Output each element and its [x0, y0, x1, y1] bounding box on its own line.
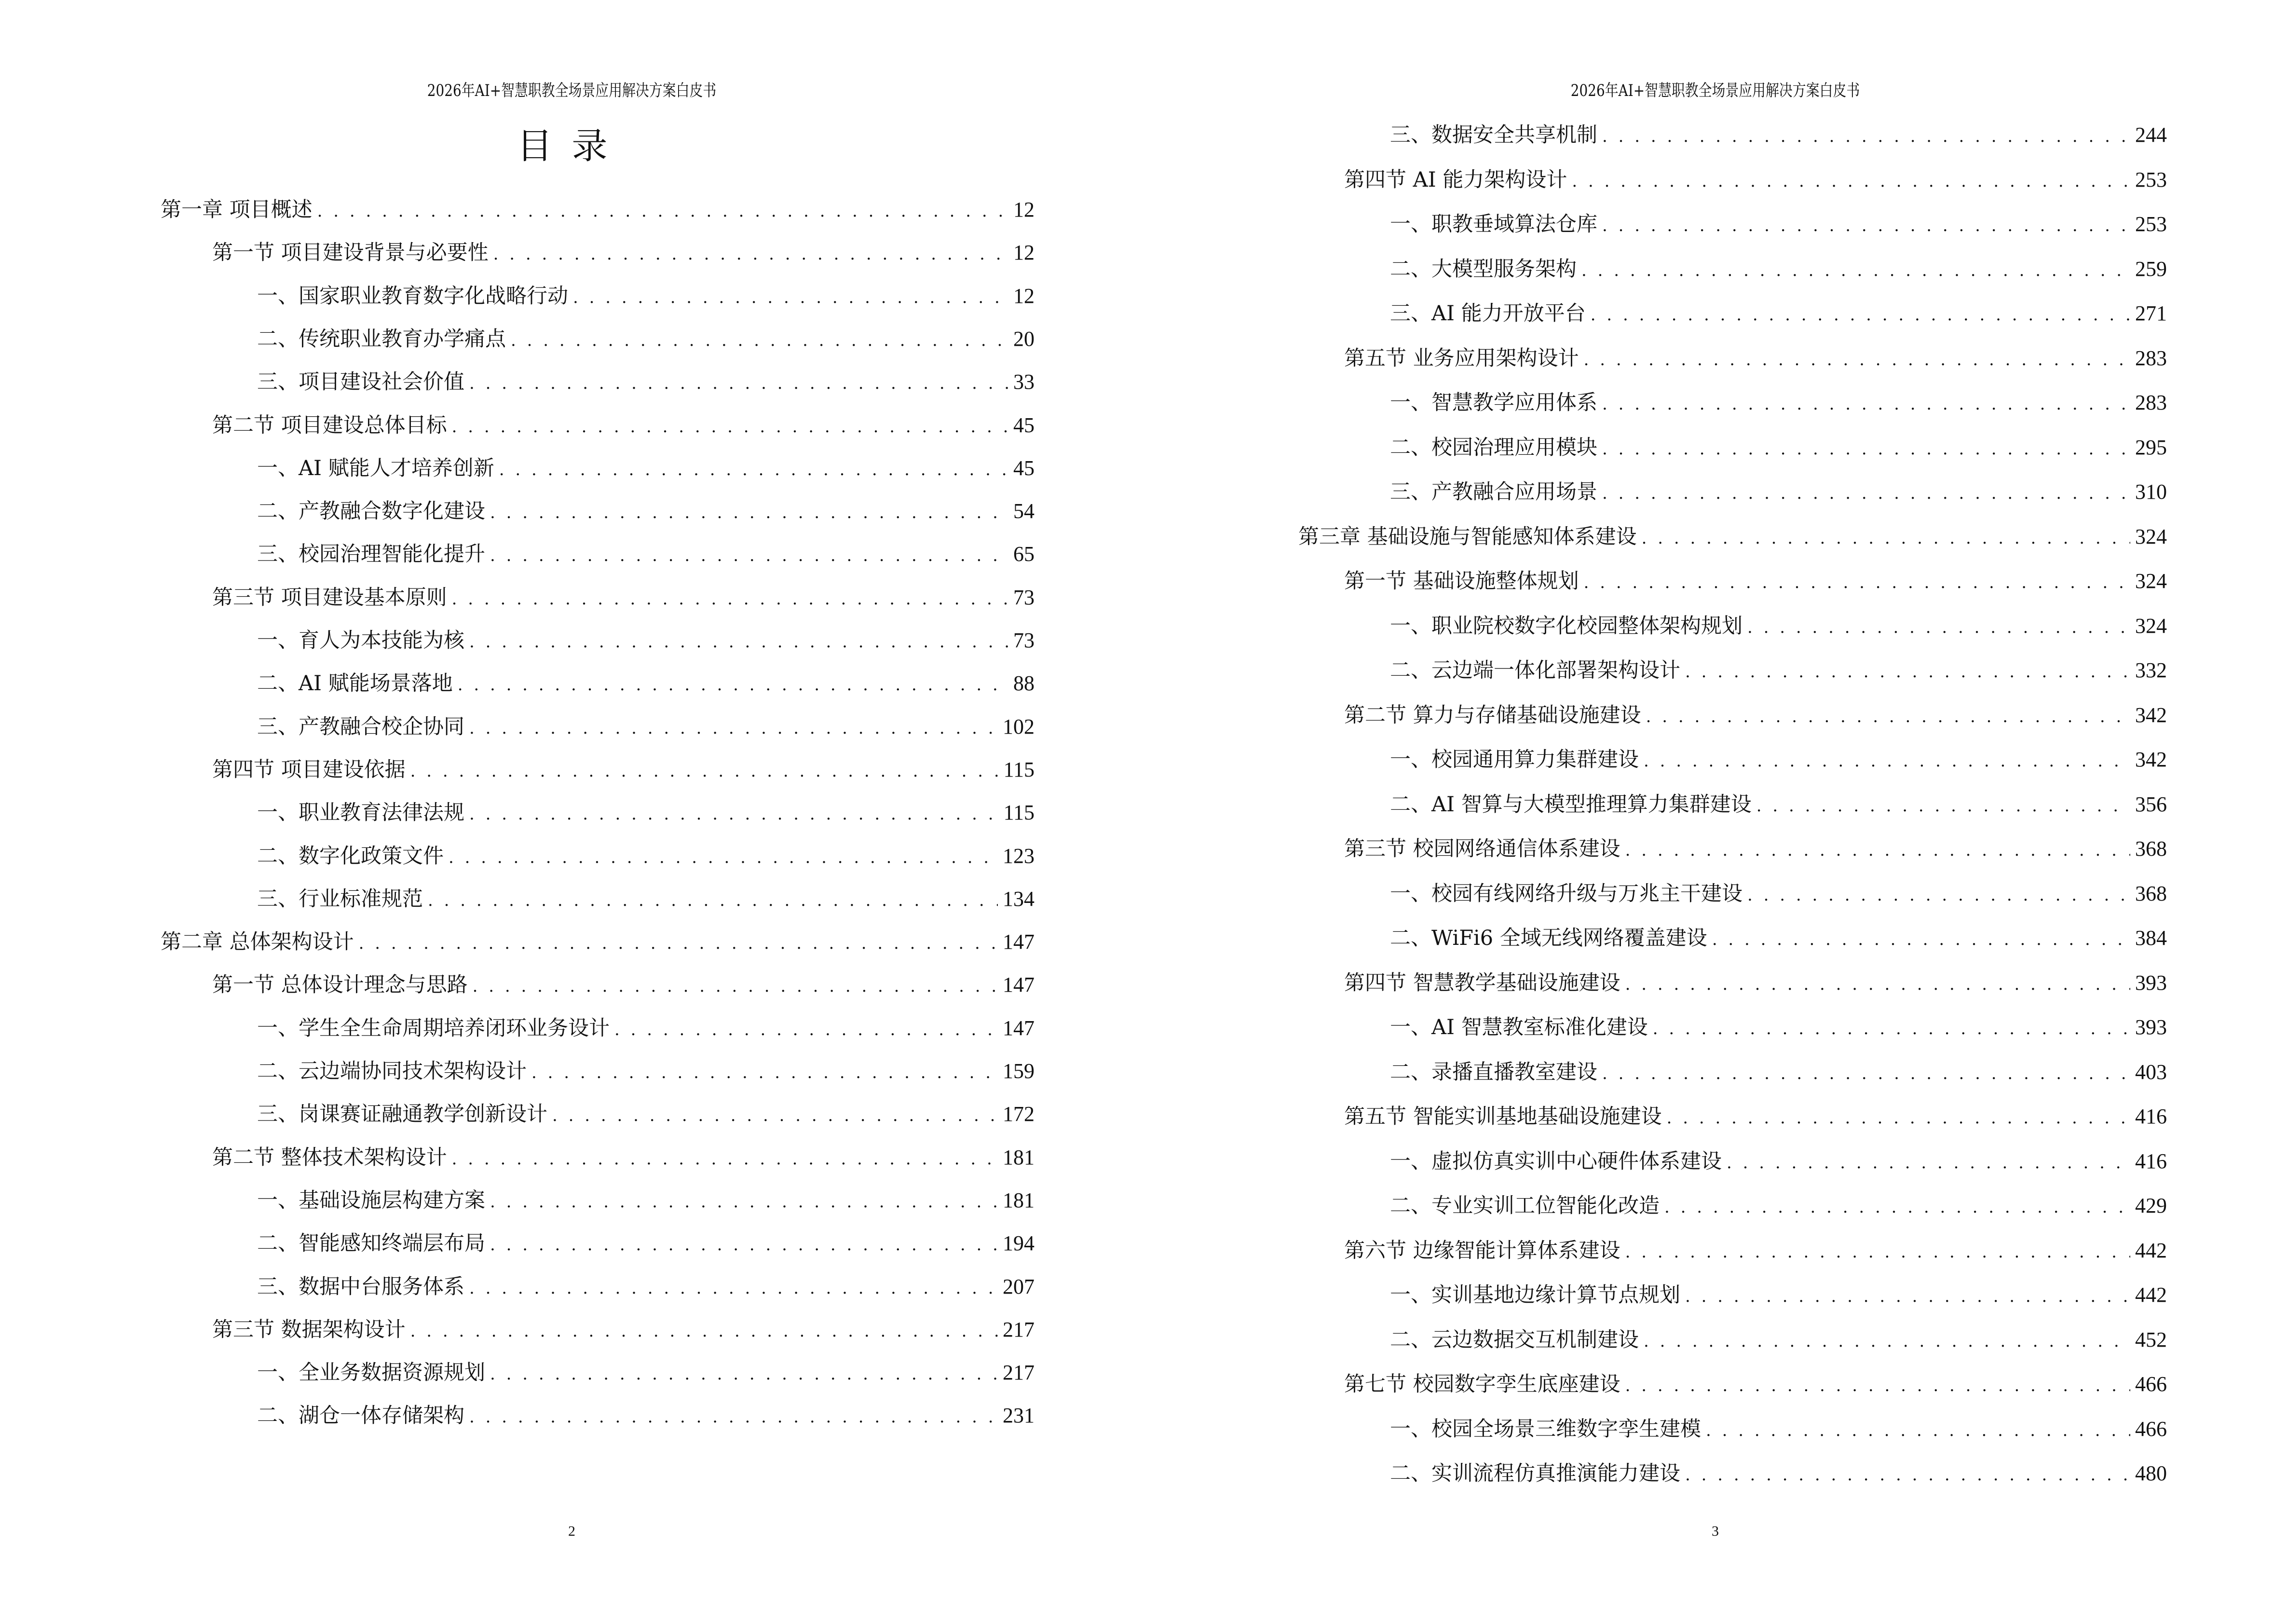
toc-entry-page-number: 73	[1013, 585, 1035, 609]
toc-entry-page-number: 324	[2135, 614, 2167, 638]
toc-entry-title: 第二章 总体架构设计	[161, 930, 354, 955]
toc-entry-level-3[interactable]	[257, 282, 1035, 311]
toc-entry-title: 二、云边端一体化部署架构设计	[1390, 658, 1680, 682]
toc-entry-level-3[interactable]	[257, 798, 1035, 827]
toc-entry-page-number: 384	[2135, 926, 2167, 950]
toc-entry-page-number: 253	[2135, 212, 2167, 236]
toc-entry-page-number: 54	[1013, 499, 1035, 523]
toc-entry-page-number: 324	[2135, 569, 2167, 593]
toc-entry-page-number: 253	[2135, 167, 2167, 191]
toc-entry-page-number: 342	[2135, 703, 2167, 727]
dot-leader	[1644, 745, 2130, 776]
dot-leader	[1572, 165, 2130, 196]
toc-entry-page-number: 207	[1003, 1274, 1035, 1298]
toc-entry-title: 一、校园通用算力集群建设	[1390, 748, 1639, 772]
toc-entry-page-number: 217	[1003, 1317, 1035, 1341]
page-title: 目录	[517, 125, 627, 167]
toc-entry-level-2[interactable]	[212, 1315, 1035, 1344]
toc-entry-title: 第三节 数据架构设计	[212, 1317, 406, 1342]
toc-entry-title: 一、职教垂域算法仓库	[1390, 212, 1597, 236]
toc-entry-page-number: 259	[2135, 257, 2167, 281]
toc-entry-level-1[interactable]	[1298, 522, 2167, 551]
toc-entry-title: 第五节 智能实训基地基础设施建设	[1344, 1105, 1662, 1129]
toc-entry-page-number: 172	[1003, 1102, 1035, 1126]
toc-entry-title: 二、产教融合数字化建设	[257, 499, 485, 524]
toc-entry-level-3[interactable]	[257, 540, 1035, 569]
toc-entry-title: 三、数据安全共享机制	[1390, 123, 1597, 147]
toc-entry-page-number: 181	[1003, 1188, 1035, 1212]
toc-entry-title: 二、AI 赋能场景落地	[257, 671, 453, 696]
toc-entry-level-3[interactable]	[257, 1229, 1035, 1258]
toc-entry-title: 一、AI 赋能人才培养创新	[257, 456, 494, 480]
dot-leader	[469, 798, 999, 829]
toc-entry-level-3[interactable]	[257, 1272, 1035, 1301]
toc-entry-level-3[interactable]	[257, 1186, 1035, 1215]
toc-entry-page-number: 393	[2135, 1015, 2167, 1039]
toc-entry-title: 三、岗课赛证融通教学创新设计	[257, 1102, 547, 1127]
toc-entry-level-3[interactable]	[257, 1358, 1035, 1387]
toc-entry-level-3[interactable]	[257, 325, 1035, 354]
toc-entry-level-3[interactable]	[1390, 790, 2167, 819]
toc-entry-level-3[interactable]	[1390, 121, 2167, 150]
toc-entry-page-number: 295	[2135, 435, 2167, 459]
dot-leader	[1602, 388, 2130, 419]
toc-entry-page-number: 115	[1003, 757, 1035, 781]
toc-entry-page-number: 33	[1013, 370, 1035, 394]
toc-entry-title: 一、校园有线网络升级与万兆主干建设	[1390, 881, 1742, 906]
toc-entry-title: 三、产教融合应用场景	[1390, 480, 1597, 504]
toc-entry-page-number: 159	[1003, 1059, 1035, 1083]
dot-leader	[452, 411, 1008, 441]
dot-leader	[410, 1315, 998, 1346]
toc-entry-title: 一、学生全生命周期培养闭环业务设计	[257, 1016, 610, 1040]
toc-entry-page-number: 271	[2135, 301, 2167, 325]
toc-entry-title: 一、国家职业教育数字化战略行动	[257, 284, 568, 308]
toc-entry-title: 二、数字化政策文件	[257, 844, 444, 868]
toc-entry-level-3[interactable]	[257, 497, 1035, 526]
toc-entry-level-3[interactable]	[1390, 478, 2167, 506]
dot-leader	[410, 755, 999, 786]
toc-entry-level-3[interactable]	[1390, 1191, 2167, 1220]
dot-leader	[469, 1272, 998, 1303]
toc-entry-page-number: 429	[2135, 1194, 2167, 1217]
toc-entry-level-3[interactable]	[257, 669, 1035, 698]
dot-leader	[1584, 567, 2130, 597]
toc-entry-level-2[interactable]	[1344, 1370, 2167, 1399]
running-header: 2026年AI+智慧职教全场景应用解决方案白皮书	[1570, 81, 1860, 100]
dot-leader	[552, 1100, 998, 1130]
toc-entry-title: 第三节 项目建设基本原则	[212, 585, 447, 610]
dot-leader	[1591, 299, 2130, 329]
toc-entry-page-number: 466	[2135, 1372, 2167, 1396]
toc-entry-page-number: 342	[2135, 748, 2167, 771]
toc-entry-title: 二、专业实训工位智能化改造	[1390, 1194, 1660, 1218]
toc-entry-level-2[interactable]	[212, 583, 1035, 612]
toc-entry-title: 二、实训流程仿真推演能力建设	[1390, 1461, 1680, 1486]
toc-entry-level-2[interactable]	[1344, 701, 2167, 730]
dot-leader	[449, 842, 998, 872]
toc-entry-page-number: 12	[1013, 284, 1035, 308]
toc-entry-level-3[interactable]	[1390, 388, 2167, 417]
toc-entry-title: 第二节 算力与存储基础设施建设	[1344, 703, 1641, 727]
dot-leader	[1625, 834, 2130, 865]
toc-entry-page-number: 466	[2135, 1417, 2167, 1441]
toc-entry-level-2[interactable]	[1344, 1102, 2167, 1131]
dot-leader	[317, 195, 1008, 226]
toc-entry-level-3[interactable]	[257, 1014, 1035, 1043]
page-number: 2	[568, 1523, 575, 1539]
toc-entry-level-3[interactable]	[257, 712, 1035, 741]
toc-entry-title: 一、职业院校数字化校园整体架构规划	[1390, 614, 1742, 638]
toc-entry-page-number: 244	[2135, 123, 2167, 147]
dot-leader	[1685, 656, 2130, 686]
toc-entry-page-number: 283	[2135, 391, 2167, 414]
dot-leader	[1747, 612, 2130, 642]
dot-leader	[1685, 1281, 2130, 1311]
toc-entry-title: 第三章 基础设施与智能感知体系建设	[1298, 524, 1637, 549]
toc-entry-page-number: 12	[1013, 241, 1035, 265]
toc-entry-level-2[interactable]	[1344, 969, 2167, 997]
dot-leader	[490, 1358, 998, 1389]
dot-leader	[614, 1014, 998, 1044]
toc-entry-level-3[interactable]	[257, 842, 1035, 871]
toc-entry-page-number: 147	[1003, 930, 1035, 954]
toc-entry-title: 第七节 校园数字孪生底座建设	[1344, 1372, 1620, 1396]
toc-entry-title: 三、AI 能力开放平台	[1390, 301, 1586, 326]
toc-entry-title: 一、职业教育法律法规	[257, 801, 464, 825]
dot-leader	[511, 325, 1008, 355]
dot-leader	[359, 928, 998, 958]
toc-entry-title: 第一章 项目概述	[161, 198, 313, 222]
dot-leader	[531, 1057, 998, 1087]
toc-entry-level-3[interactable]	[257, 1401, 1035, 1430]
toc-entry-page-number: 134	[1003, 887, 1035, 911]
toc-entry-page-number: 356	[2135, 792, 2167, 816]
dot-leader	[490, 497, 1008, 527]
toc-entry-page-number: 147	[1003, 1016, 1035, 1040]
toc-entry-page-number: 416	[2135, 1149, 2167, 1173]
toc-entry-level-1[interactable]	[161, 928, 1035, 956]
toc-entry-title: 二、湖仓一体存储架构	[257, 1404, 464, 1428]
page-number: 3	[1712, 1523, 1719, 1539]
toc-entry-level-3[interactable]	[257, 368, 1035, 396]
dot-leader	[1727, 1147, 2130, 1177]
toc-entry-page-number: 65	[1013, 542, 1035, 566]
toc-entry-level-3[interactable]	[1390, 656, 2167, 685]
dot-leader	[1602, 121, 2130, 151]
dot-leader	[1642, 522, 2130, 553]
toc-entry-page-number: 442	[2135, 1283, 2167, 1307]
dot-leader	[1756, 790, 2130, 820]
toc-entry-level-3[interactable]	[1390, 1325, 2167, 1354]
toc-entry-title: 三、数据中台服务体系	[257, 1274, 464, 1299]
dot-leader	[452, 583, 1008, 614]
toc-entry-page-number: 115	[1003, 801, 1035, 825]
toc-entry-page-number: 194	[1003, 1231, 1035, 1256]
dot-leader	[1625, 1370, 2130, 1400]
toc-entry-title: 第二节 整体技术架构设计	[212, 1145, 447, 1170]
dot-leader	[1625, 1236, 2130, 1267]
toc-entry-page-number: 324	[2135, 524, 2167, 548]
dot-leader	[1584, 344, 2130, 374]
dot-leader	[1602, 210, 2130, 240]
toc-entry-level-3[interactable]	[257, 1100, 1035, 1129]
dot-leader	[490, 540, 1008, 570]
dot-leader	[1653, 1013, 2130, 1043]
toc-entry-level-3[interactable]	[1390, 1415, 2167, 1444]
toc-entry-title: 第一节 项目建设背景与必要性	[212, 241, 489, 265]
toc-entry-page-number: 368	[2135, 881, 2167, 905]
toc-entry-page-number: 45	[1013, 456, 1035, 480]
right-page	[1144, 0, 2287, 1624]
dot-leader	[1685, 1459, 2130, 1489]
dot-leader	[1625, 969, 2130, 999]
toc-entry-level-2[interactable]	[1344, 344, 2167, 373]
toc-entry-title: 二、智能感知终端层布局	[257, 1231, 485, 1256]
toc-entry-title: 第一节 总体设计理念与思路	[212, 973, 468, 997]
toc-entry-page-number: 332	[2135, 658, 2167, 682]
toc-entry-page-number: 452	[2135, 1327, 2167, 1351]
toc-entry-title: 第六节 边缘智能计算体系建设	[1344, 1238, 1620, 1263]
running-header: 2026年AI+智慧职教全场景应用解决方案白皮书	[427, 81, 717, 100]
toc-entry-level-3[interactable]	[1390, 1058, 2167, 1087]
toc-entry-page-number: 393	[2135, 970, 2167, 995]
toc-entry-title: 第五节 业务应用架构设计	[1344, 346, 1579, 370]
toc-entry-level-3[interactable]	[1390, 1459, 2167, 1488]
toc-entry-title: 三、项目建设社会价值	[257, 370, 464, 395]
toc-entry-page-number: 416	[2135, 1105, 2167, 1128]
toc-entry-title: 一、校园全场景三维数字孪生建模	[1390, 1417, 1701, 1441]
toc-entry-level-3[interactable]	[257, 1057, 1035, 1086]
toc-entry-title: 二、录播直播教室建设	[1390, 1060, 1597, 1084]
toc-entry-level-2[interactable]	[212, 755, 1035, 784]
toc-entry-page-number: 102	[1003, 714, 1035, 738]
toc-entry-title: 第一节 基础设施整体规划	[1344, 569, 1579, 593]
dot-leader	[573, 282, 1008, 312]
dot-leader	[469, 712, 998, 743]
toc-entry-level-3[interactable]	[1390, 1281, 2167, 1310]
dot-leader	[469, 626, 1008, 656]
toc-entry-page-number: 403	[2135, 1060, 2167, 1084]
toc-entry-level-2[interactable]	[212, 238, 1035, 267]
toc-entry-title: 一、育人为本技能为核	[257, 628, 464, 653]
toc-entry-title: 一、全业务数据资源规划	[257, 1361, 485, 1385]
dot-leader	[1646, 701, 2130, 731]
toc-entry-title: 二、云边端协同技术架构设计	[257, 1059, 527, 1083]
dot-leader	[1747, 879, 2130, 910]
toc-entry-level-3[interactable]	[1390, 433, 2167, 462]
toc-entry-level-3[interactable]	[257, 454, 1035, 483]
toc-entry-page-number: 147	[1003, 973, 1035, 997]
toc-entry-level-2[interactable]	[212, 970, 1035, 999]
toc-entry-page-number: 310	[2135, 480, 2167, 504]
toc-entry-level-2[interactable]	[212, 411, 1035, 440]
toc-entry-title: 二、云边数据交互机制建设	[1390, 1327, 1639, 1352]
toc-entry-page-number: 442	[2135, 1238, 2167, 1262]
toc-entry-title: 第四节 AI 能力架构设计	[1344, 167, 1567, 192]
toc-entry-level-1[interactable]	[161, 195, 1035, 224]
toc-entry-page-number: 217	[1003, 1361, 1035, 1385]
toc-entry-title: 第四节 项目建设依据	[212, 757, 406, 782]
toc-entry-level-2[interactable]	[1344, 834, 2167, 863]
toc-entry-level-3[interactable]	[1390, 1013, 2167, 1042]
toc-entry-page-number: 123	[1003, 844, 1035, 868]
toc-entry-page-number: 73	[1013, 628, 1035, 652]
toc-entry-level-3[interactable]	[1390, 745, 2167, 774]
dot-leader	[1602, 478, 2130, 508]
toc-entry-title: 二、传统职业教育办学痛点	[257, 327, 506, 351]
dot-leader	[490, 1229, 998, 1259]
toc-entry-page-number: 20	[1013, 327, 1035, 351]
dot-leader	[473, 970, 998, 1001]
toc-entry-page-number: 45	[1013, 413, 1035, 437]
toc-entry-page-number: 480	[2135, 1461, 2167, 1485]
toc-entry-title: 二、AI 智算与大模型推理算力集群建设	[1390, 792, 1752, 817]
toc-entry-level-3[interactable]	[1390, 210, 2167, 239]
toc-entry-title: 一、AI 智慧教室标准化建设	[1390, 1015, 1648, 1039]
dot-leader	[493, 238, 1008, 269]
toc-entry-level-3[interactable]	[1390, 924, 2167, 953]
toc-entry-level-2[interactable]	[1344, 1236, 2167, 1265]
toc-entry-level-3[interactable]	[1390, 299, 2167, 328]
toc-entry-level-3[interactable]	[1390, 255, 2167, 284]
dot-leader	[428, 885, 998, 915]
dot-leader	[1644, 1325, 2130, 1356]
toc-entry-level-3[interactable]	[1390, 879, 2167, 908]
toc-entry-title: 二、校园治理应用模块	[1390, 435, 1597, 460]
toc-entry-title: 一、虚拟仿真实训中心硬件体系建设	[1390, 1149, 1722, 1174]
toc-entry-page-number: 181	[1003, 1145, 1035, 1169]
dot-leader	[1602, 1058, 2130, 1088]
toc-entry-title: 三、产教融合校企协同	[257, 714, 464, 739]
toc-entry-level-2[interactable]	[1344, 165, 2167, 194]
dot-leader	[1712, 924, 2130, 954]
toc-entry-level-3[interactable]	[257, 885, 1035, 914]
dot-leader	[469, 1401, 998, 1432]
dot-leader	[469, 368, 1008, 398]
dot-leader	[1664, 1191, 2130, 1222]
toc-entry-level-2[interactable]	[1344, 567, 2167, 596]
toc-entry-title: 二、大模型服务架构	[1390, 257, 1577, 281]
toc-entry-title: 三、行业标准规范	[257, 887, 423, 911]
dot-leader	[1667, 1102, 2130, 1133]
dot-leader	[1602, 433, 2130, 464]
toc-entry-title: 一、实训基地边缘计算节点规划	[1390, 1283, 1680, 1307]
toc-entry-level-3[interactable]	[1390, 612, 2167, 641]
dot-leader	[1581, 255, 2130, 285]
dot-leader	[452, 1143, 998, 1174]
toc-entry-title: 二、WiFi6 全域无线网络覆盖建设	[1390, 926, 1707, 950]
dot-leader	[1706, 1415, 2130, 1445]
toc-entry-page-number: 88	[1013, 671, 1035, 696]
toc-entry-level-3[interactable]	[257, 626, 1035, 655]
toc-entry-title: 第二节 项目建设总体目标	[212, 413, 447, 437]
toc-entry-level-2[interactable]	[212, 1143, 1035, 1172]
toc-entry-title: 第四节 智慧教学基础设施建设	[1344, 970, 1620, 995]
toc-entry-title: 一、智慧教学应用体系	[1390, 391, 1597, 415]
dot-leader	[458, 669, 1008, 699]
toc-entry-level-3[interactable]	[1390, 1147, 2167, 1176]
dot-leader	[490, 1186, 998, 1216]
toc-entry-title: 一、基础设施层构建方案	[257, 1188, 485, 1213]
toc-entry-title: 三、校园治理智能化提升	[257, 542, 485, 567]
toc-entry-page-number: 283	[2135, 346, 2167, 370]
dot-leader	[499, 454, 1008, 484]
toc-entry-page-number: 12	[1013, 198, 1035, 221]
toc-entry-page-number: 231	[1003, 1404, 1035, 1428]
toc-entry-title: 第三节 校园网络通信体系建设	[1344, 837, 1620, 861]
toc-entry-page-number: 368	[2135, 837, 2167, 860]
